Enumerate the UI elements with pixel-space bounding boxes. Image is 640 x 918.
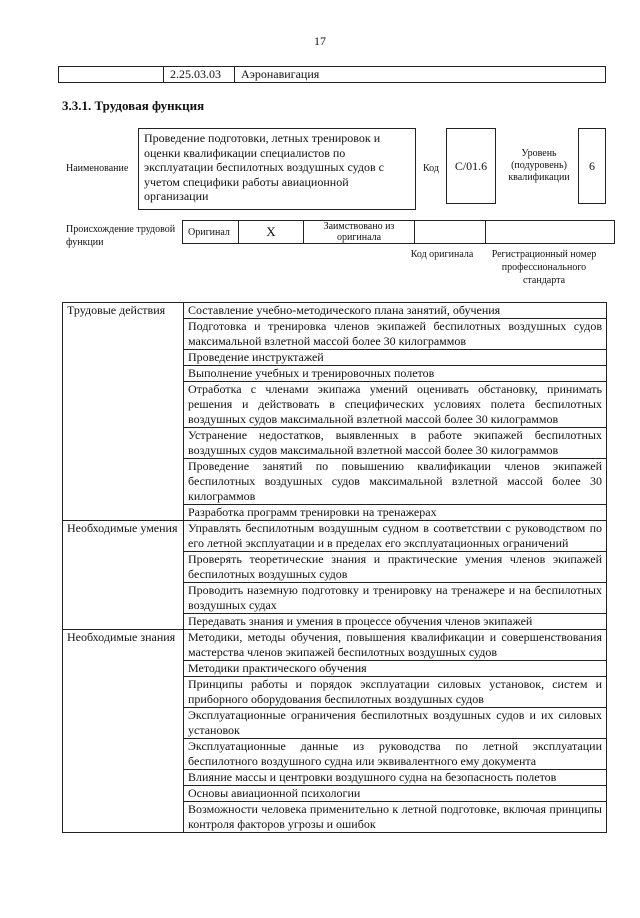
reg-caption: Регистрационный номер профессионального стандарта [491, 249, 597, 286]
action-item: Устранение недостатков, выявленных в работе экипажей беспилотных воздушных судов максимальной взлетной массой более 30 килограммов [184, 428, 607, 459]
section-title-skills: Необходимые умения [63, 521, 184, 630]
knowledge-item: Методики практического обучения [184, 661, 607, 677]
original-label: Оригинал [183, 221, 239, 244]
name-label: Наименование [66, 163, 129, 174]
action-item: Разработка программ тренировки на тренажерах [184, 505, 607, 521]
knowledge-item: Влияние массы и центровки воздушного судна на безопасность полетов [184, 770, 607, 786]
knowledge-item: Принципы работы и порядок эксплуатации силовых установок, систем и приборного оборудования беспилотных воздушных судов [184, 677, 607, 708]
knowledge-item: Методики, методы обучения, повышения квалификации и совершенствования мастерства членов экипажей беспилотных воздушных судов [184, 630, 607, 661]
page-number: 17 [314, 34, 326, 48]
borrowed-label: Заимствовано из оригинала [304, 221, 415, 244]
occupation-name: Аэронавигация [235, 67, 606, 83]
original-mark: X [239, 221, 304, 244]
knowledge-item: Возможности человека применительно к летной подготовке, включая принципы контроля факторов угрозы и ошибок [184, 802, 607, 833]
level-label: Уровень (подуровень) квалификации [508, 148, 570, 183]
occupation-code: 2.25.03.03 [164, 67, 235, 83]
skill-item: Передавать знания и умения в процессе обучения членов экипажей [184, 614, 607, 630]
skill-item: Управлять беспилотным воздушным судном в соответствии с руководством по его летной эксплуатации и в пределах его эксплуатационных ограничений [184, 521, 607, 552]
action-item: Выполнение учебных и тренировочных полетов [184, 366, 607, 382]
action-item: Проведение инструктажей [184, 350, 607, 366]
function-code: C/01.6 [446, 128, 496, 204]
knowledge-item: Эксплуатационные ограничения беспилотных воздушных судов и их силовых установок [184, 708, 607, 739]
code-cell [59, 67, 164, 83]
requirements-table [62, 302, 607, 833]
code-caption: Код оригинала [410, 249, 474, 260]
action-item: Отработка с членами экипажа умений оценивать обстановку, принимать решения и действовать в специфических условиях полета беспилотных воздушных судов максимальной взлетной массой более 30 килограммов [184, 382, 607, 428]
qualification-level: 6 [578, 128, 606, 204]
action-item: Подготовка и тренировка членов экипажей беспилотных воздушных судов максимальной взлетной массой более 30 килограммов [184, 319, 607, 350]
section-title: 3.3.1. Трудовая функция [62, 98, 205, 113]
knowledge-item: Эксплуатационные данные из руководства по летной эксплуатации беспилотного воздушного судна или эквивалентного ему документа [184, 739, 607, 770]
registration-number-cell [486, 221, 615, 244]
occupation-code-table [58, 66, 606, 83]
section-title-knowledge: Необходимые знания [63, 630, 184, 833]
function-name: Проведение подготовки, летных тренировок и оценки квалификации специалистов по эксплуатации беспилотных воздушных судов с учетом специфики работы авиационной организации [138, 128, 416, 210]
section-title-actions: Трудовые действия [63, 303, 184, 521]
knowledge-item: Основы авиационной психологии [184, 786, 607, 802]
origin-label: Происхождение трудовой функции [66, 224, 176, 248]
code-label: Код [423, 163, 439, 174]
origin-table [182, 220, 615, 244]
action-item: Проведение занятий по повышению квалификации членов экипажей беспилотных воздушных судов максимальной взлетной массой более 30 килограммов [184, 459, 607, 505]
original-code-cell [415, 221, 486, 244]
skill-item: Проверять теоретические знания и практические умения членов экипажей беспилотных воздушных судов [184, 552, 607, 583]
action-item: Составление учебно-методического плана занятий, обучения [184, 303, 607, 319]
skill-item: Проводить наземную подготовку и тренировку на тренажере и на беспилотных воздушных судах [184, 583, 607, 614]
